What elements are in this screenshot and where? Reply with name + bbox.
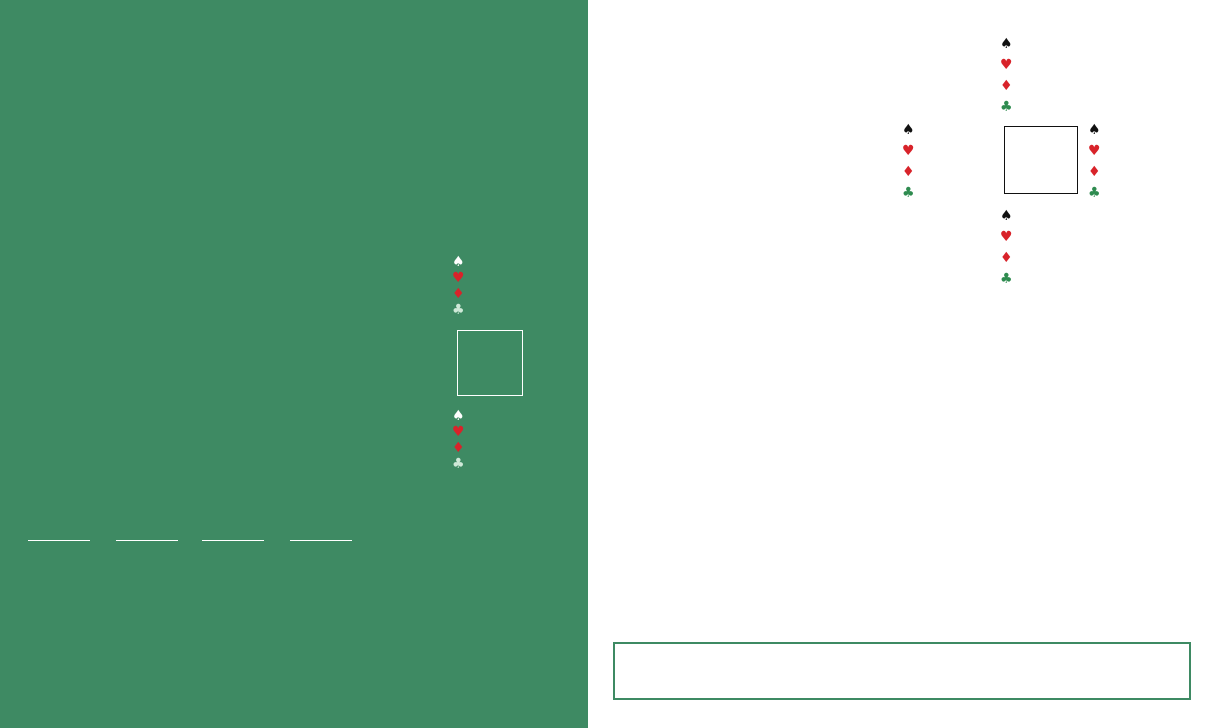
diamond-icon: ♦ bbox=[452, 440, 465, 456]
south-diamonds bbox=[452, 440, 466, 456]
north-diamonds bbox=[452, 286, 466, 302]
north-hearts bbox=[452, 270, 466, 286]
spade-icon: ♠ bbox=[452, 408, 465, 424]
sol-south-hand bbox=[1000, 206, 1015, 290]
sol-east-hand bbox=[1088, 120, 1103, 204]
north-clubs bbox=[452, 302, 466, 318]
bid-header-north bbox=[202, 538, 264, 541]
figaro-ad-box bbox=[613, 642, 1191, 700]
diamond-icon: ♦ bbox=[452, 286, 465, 302]
sol-north-hand bbox=[1000, 34, 1015, 118]
club-icon: ♣ bbox=[452, 302, 465, 318]
heart-icon: ♥ bbox=[1000, 57, 1013, 73]
north-hand bbox=[452, 254, 466, 318]
spade-icon: ♠ bbox=[1000, 208, 1013, 224]
club-icon: ♣ bbox=[1088, 185, 1101, 201]
south-hearts bbox=[452, 424, 466, 440]
heart-icon: ♥ bbox=[452, 424, 465, 440]
bid-header-east bbox=[290, 538, 352, 541]
diamond-icon: ♦ bbox=[1088, 164, 1101, 180]
spade-icon: ♠ bbox=[452, 254, 465, 270]
compass-box-left bbox=[457, 330, 523, 396]
bid-header-south bbox=[28, 538, 90, 541]
south-hand bbox=[452, 408, 466, 472]
bid-header-west bbox=[116, 538, 178, 541]
heart-icon: ♥ bbox=[452, 270, 465, 286]
club-icon: ♣ bbox=[452, 456, 465, 472]
heart-icon: ♥ bbox=[1088, 143, 1101, 159]
sol-west-hand bbox=[902, 120, 917, 204]
spade-icon: ♠ bbox=[1000, 36, 1013, 52]
south-spades bbox=[452, 408, 466, 424]
compass-box-right bbox=[1004, 126, 1078, 194]
club-icon: ♣ bbox=[902, 185, 915, 201]
heart-icon: ♥ bbox=[1000, 229, 1013, 245]
spade-icon: ♠ bbox=[902, 122, 915, 138]
club-icon: ♣ bbox=[1000, 271, 1013, 287]
north-spades bbox=[452, 254, 466, 270]
spade-icon: ♠ bbox=[1088, 122, 1101, 138]
club-icon: ♣ bbox=[1000, 99, 1013, 115]
south-clubs bbox=[452, 456, 466, 472]
problem-panel bbox=[0, 0, 588, 728]
diamond-icon: ♦ bbox=[902, 164, 915, 180]
diamond-icon: ♦ bbox=[1000, 78, 1013, 94]
diamond-icon: ♦ bbox=[1000, 250, 1013, 266]
heart-icon: ♥ bbox=[902, 143, 915, 159]
